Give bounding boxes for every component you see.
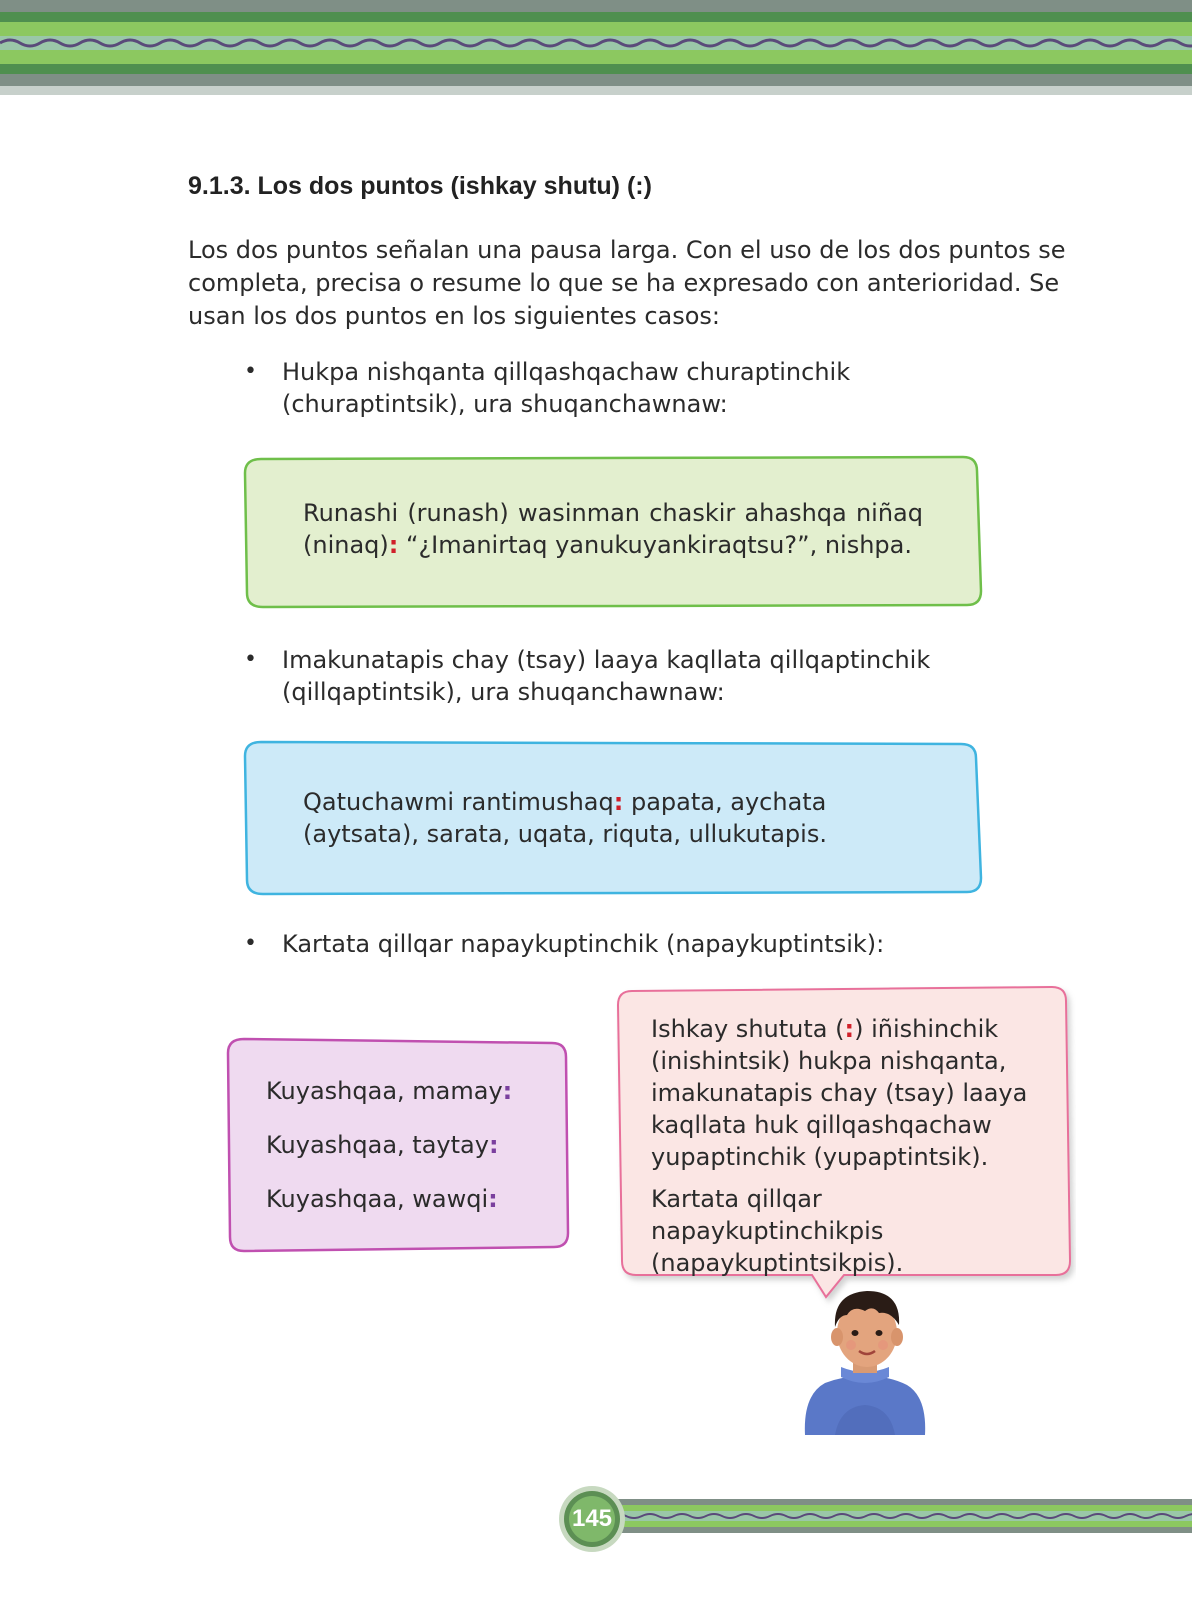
green-box-text: Runashi (runash) wasinman chaskir ahashqa niñaq (ninaq): “¿Imanirtaq yanukuyankiraqtsu?”, nishpa. (303, 499, 923, 559)
bullet-text: Imakunatapis chay (tsay) laaya kaqllata qillqaptinchik (qillqaptintsik), ura shuqanchawnaw: (282, 646, 931, 706)
page-number: 145 (571, 1505, 613, 1532)
bullet-marker: • (244, 931, 257, 956)
colon-highlight: : (844, 1015, 855, 1043)
top-decorative-band (0, 0, 1192, 95)
letter-greetings (266, 1075, 512, 1237)
section-heading: 9.1.3. Los dos puntos (ishkay shutu) (:) (188, 172, 652, 200)
colon-highlight: : (613, 788, 624, 816)
bullet-text: Hukpa nishqanta qillqashqachaw churaptinchik (churaptintsik), ura shuqanchawnaw: (282, 358, 851, 418)
speech-paragraph: Ishkay shututa (:) iñishinchik (inishintsik) hukpa nishqanta, imakunatapis chay (tsay) laaya kaqllata huk qillqashqachaw yupaptinchik (yupaptintsik). (651, 1015, 1028, 1171)
bullet-item (244, 928, 962, 960)
colon-highlight: : (488, 1185, 498, 1213)
bullet-item (244, 644, 962, 708)
speech-bubble (616, 985, 1076, 1315)
greeting-line: Kuyashqaa, wawqi: (266, 1185, 498, 1213)
bullet-item (244, 356, 962, 420)
bullet-marker: • (244, 359, 257, 384)
speech-paragraph: Kartata qillqar napaykuptinchikpis (napaykuptintsikpis). (651, 1185, 904, 1277)
colon-highlight: : (488, 1131, 499, 1159)
bullet-text: Kartata qillqar napaykuptinchik (napaykuptintsik): (282, 930, 885, 958)
example-box-purple (226, 1035, 571, 1255)
speech-bubble-text (651, 1013, 1061, 1289)
footer-decorative-band (610, 1495, 1192, 1540)
colon-highlight: : (388, 531, 399, 559)
colon-highlight: : (502, 1077, 513, 1105)
example-box-blue (243, 740, 983, 898)
bullet-marker: • (244, 647, 257, 672)
greeting-line: Kuyashqaa, mamay: (266, 1077, 513, 1105)
greeting-line: Kuyashqaa, taytay: (266, 1131, 499, 1159)
child-illustration (795, 1285, 935, 1445)
example-box-green (243, 455, 983, 610)
intro-paragraph: Los dos puntos señalan una pausa larga. Con el uso de los dos puntos se completa, precisa o resume lo que se ha expresado con anterioridad. Se usan los dos puntos en los siguientes casos: (188, 236, 1066, 330)
blue-box-text: Qatuchawmi rantimushaq: papata, aychata (aytsata), sarata, uqata, riquta, ullukutapis. (303, 788, 827, 848)
